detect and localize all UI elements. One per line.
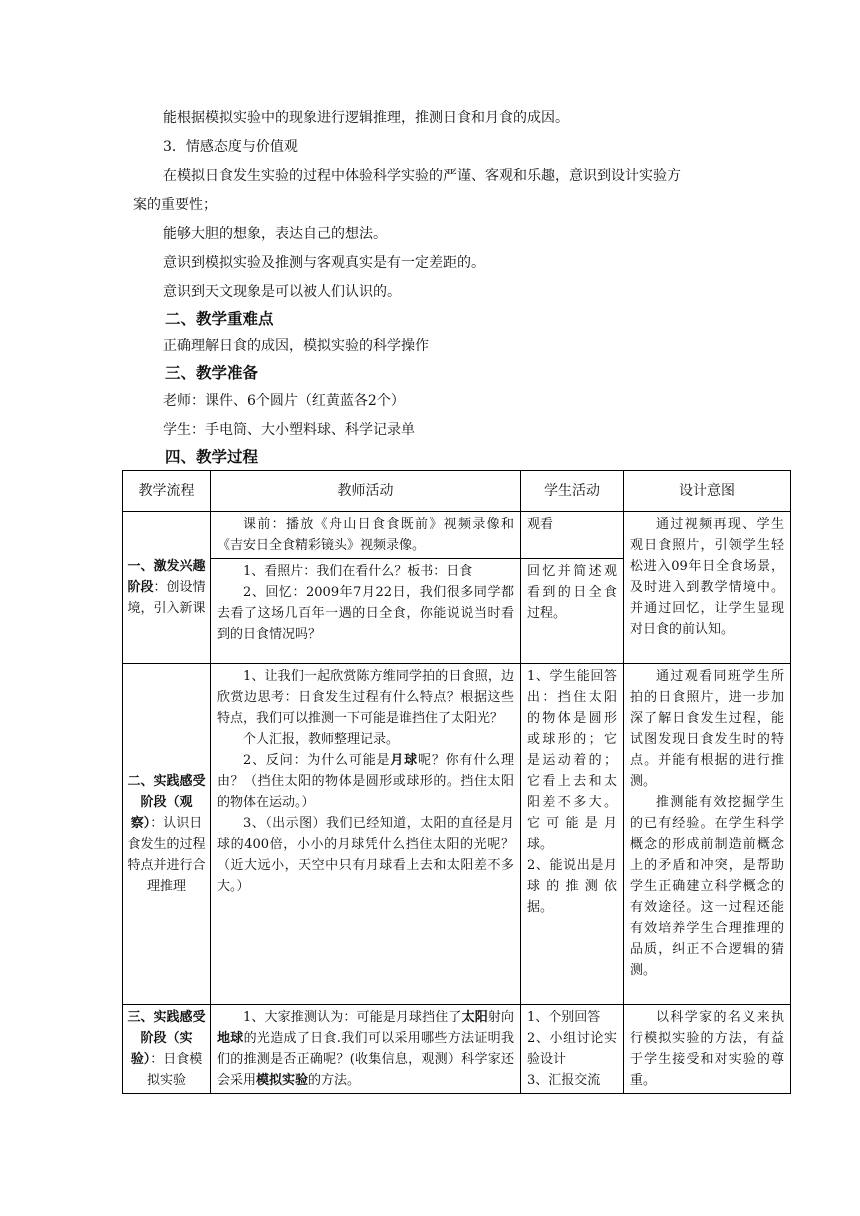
student-text: 2、小组讨论实验设计 [527, 1031, 617, 1067]
student-cell [521, 512, 624, 559]
teacher-text: 3、（出示图）我们已经知道，太阳的直径是月球的400倍，小小的月球凭什么挡住太阳的光呢？（近大远小，天空中只有月球看上去和太阳差不多大。） [217, 816, 514, 894]
stage-cell-1 [123, 512, 211, 664]
stage-cell-3 [123, 1005, 211, 1094]
student-text: 1、学生能回答出：挡住太阳的物体是圆形或球形的；它是运动着的；它看上去和太阳差不多大。它可能是月球。 [527, 669, 617, 852]
intro-line-7: 意识到天文现象是可以被人们认识的。 [163, 284, 401, 300]
intro-line-1: 能根据模拟实验中的现象进行逻辑推理，推测日食和月食的成因。 [163, 110, 569, 126]
teacher-text-bold: 月球 [390, 753, 419, 768]
student-cell [521, 559, 624, 664]
stage-desc: ：认识日食发生的过程特点并进行合理推理 [127, 816, 206, 894]
student-cell [521, 1005, 624, 1094]
teacher-text-part: 1、大家推测认为：可能是月球挡住了 [243, 1010, 462, 1025]
section-3-title: 三、教学准备 [165, 363, 259, 382]
teacher-text-part: 射向 [487, 1010, 514, 1025]
teacher-cell [211, 559, 521, 664]
stage-title: 一、激发兴趣阶段 [127, 559, 206, 595]
table-row [123, 1005, 791, 1094]
stage-desc: ：创设情境，引入新课 [127, 580, 206, 616]
teacher-text-part: 的方法。 [308, 1073, 361, 1088]
teacher-text: 2、回忆：2009年7月22日，我们很多同学都去看了这场几百年一遇的日全食，你能说说当时看到的日食情况吗？ [217, 585, 514, 642]
teacher-text-bold: 太阳 [461, 1010, 488, 1025]
teacher-text-part: 呢？你有什么理由？（挡住太阳的物体是圆形或球形的。挡住太阳的物体在运动。） [217, 753, 514, 810]
section-3-teacher: 老师：课件、6个圆片（红黄蓝各2个） [163, 393, 405, 409]
table-header-row [123, 471, 791, 512]
teacher-text: 课前：播放《舟山日食食既前》视频录像和《吉安日全食精彩镜头》视频录像。 [217, 517, 514, 553]
student-text: 1、个别回答 [527, 1010, 601, 1025]
teacher-text-part: 2、反问：为什么可能是 [243, 753, 391, 768]
intent-text: 推测能有效挖掘学生的已有经验。在学生科学概念的形成前制造前概念上的矛盾和冲突，是帮助学生正确建立科学概念的有效途径。这一过程还能有效培养学生合理推理的品质，纠正不合逻辑的猜测。 [630, 795, 784, 978]
intent-cell [624, 664, 791, 1005]
table-row [123, 512, 791, 559]
intent-text: 以科学家的名义来执行模拟实验的方法，有益于学生接受和对实验的尊重。 [630, 1010, 784, 1088]
student-cell [521, 664, 624, 1005]
stage-title: 三、实践感受阶段（实验） [127, 1010, 206, 1067]
stage-desc: ：日食模拟实验 [146, 1052, 203, 1088]
stage-cell-2 [123, 664, 211, 1005]
section-2-title: 二、教学重难点 [165, 309, 274, 328]
table-row [123, 664, 791, 1005]
teacher-text [217, 1007, 514, 1091]
student-text: 3、汇报交流 [527, 1073, 601, 1088]
teacher-cell [211, 664, 521, 1005]
intent-text: 通过观看同班学生所拍的日食照片，进一步加深了解日食发生过程，能试图发现日食发生时的特点。并能有根据的进行推测。 [630, 669, 784, 789]
header-flow: 教学流程 [123, 471, 211, 512]
process-table [122, 470, 791, 1094]
student-text: 观看 [527, 517, 554, 532]
teacher-text: 1、让我们一起欣赏陈方维同学拍的日食照，边欣赏边思考：日食发生过程有什么特点？根据这些特点，我们可以推测一下可能是谁挡住了太阳光？ [217, 669, 514, 726]
intent-cell [624, 512, 791, 664]
student-text: 回忆并简述观看到的日全食过程。 [527, 564, 617, 621]
teacher-cell [211, 512, 521, 559]
header-intent: 设计意图 [624, 471, 791, 512]
section-4-title: 四、教学过程 [165, 447, 259, 466]
header-student: 学生活动 [521, 471, 624, 512]
teacher-text [217, 750, 514, 813]
teacher-text-part: 的光造成了日食.我们可以采用哪些方法证明我们的推测是否正确呢？(收集信息，观测）科学家还会采用 [217, 1031, 514, 1088]
header-teacher: 教师活动 [211, 471, 521, 512]
teacher-text-bold: 地球 [217, 1031, 244, 1046]
intro-line-3: 在模拟日食发生实验的过程中体验科学实验的严谨、客观和乐趣，意识到设计实验方 [163, 168, 681, 184]
stage-title: 二、实践感受阶段（观察） [127, 774, 206, 831]
teacher-text-bold: 模拟实验 [256, 1073, 309, 1088]
section-2-text: 正确理解日食的成因，模拟实验的科学操作 [163, 338, 429, 354]
student-text: 2、能说出是月球的推测依据。 [527, 858, 617, 915]
teacher-text: 个人汇报，教师整理记录。 [243, 732, 400, 747]
teacher-cell [211, 1005, 521, 1094]
section-3-student: 学生：手电筒、大小塑料球、科学记录单 [163, 422, 415, 438]
teacher-text: 1、看照片：我们在看什么？板书：日食 [243, 564, 473, 579]
intro-line-6: 意识到模拟实验及推测与客观真实是有一定差距的。 [163, 255, 485, 271]
intro-line-5: 能够大胆的想象，表达自己的想法。 [163, 226, 387, 242]
intent-cell [624, 1005, 791, 1094]
intro-line-4: 案的重要性； [133, 197, 217, 213]
intro-line-2: 3．情感态度与价值观 [163, 139, 298, 155]
intent-text: 通过视频再现、学生观日食照片，引领学生轻松进入09年日全食场景，及时进入到教学情境中。并通过回忆，让学生显现对日食的前认知。 [630, 517, 784, 637]
